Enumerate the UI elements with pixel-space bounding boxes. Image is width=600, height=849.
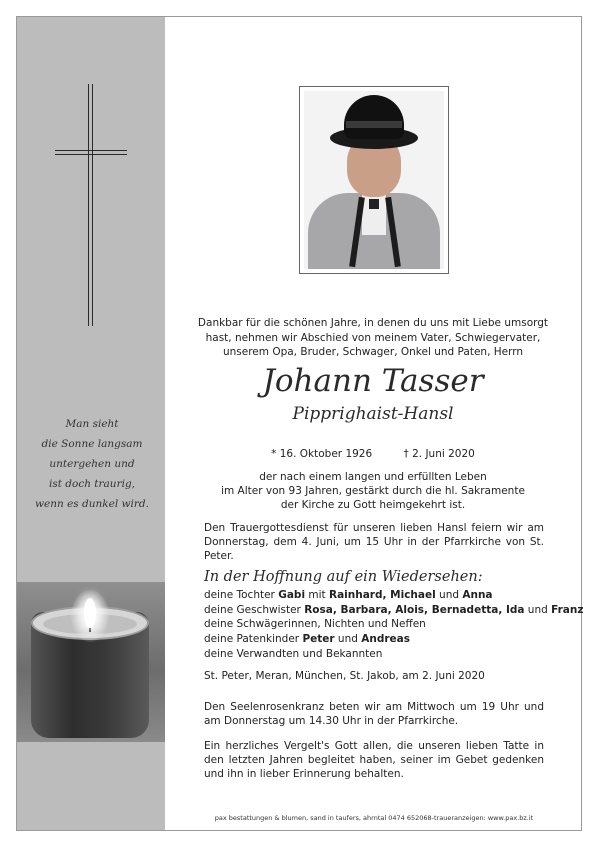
mourner-line: deine Geschwister Rosa, Barbara, Alois, Bernadetta, Ida und Franz <box>204 603 584 616</box>
thanks-text: Ein herzliches Vergelt's Gott allen, die unseren lieben Tatte in den letzten Jahren begleitet haben, seiner im Gebet gedenken und ihn in lieber Erinnerung behalten. <box>204 740 544 780</box>
portrait-photo <box>304 91 444 269</box>
death-date: † 2. Juni 2020 <box>403 448 475 460</box>
footer-credit: pax bestattungen & blumen, sand in taufers, ahrntal 0474 652068-traueranzeigen: www.pax.bz.it <box>214 814 534 822</box>
poem-line: wenn es dunkel wird. <box>35 498 149 510</box>
deceased-nickname: Pipprighaist-Hansl <box>292 404 454 424</box>
mourner-line: deine Patenkinder Peter und Andreas <box>204 633 411 646</box>
rosary-text: Den Seelenrosenkranz beten wir am Mittwoch um 19 Uhr und am Donnerstag um 14.30 Uhr in der Pfarrkirche. <box>204 701 544 727</box>
funeral-service-text: Den Trauergottesdienst für unseren lieben Hansl feiern wir am Donnerstag, dem 4. Juni, um 15 Uhr in der Pfarrkirche von St. Peter. <box>204 522 544 562</box>
poem-line: Man sieht <box>65 418 119 430</box>
life-dates <box>190 447 556 461</box>
mourner-line: deine Tochter Gabi mit Rainhard, Michael und Anna <box>204 589 493 601</box>
mourner-line: deine Schwägerinnen, Nichten und Neffen <box>204 618 426 631</box>
life-text: der nach einem langen und erfüllten Leben im Alter von 93 Jahren, gestärkt durch die hl. Sakramente der Kirche zu Gott heimgekehrt ist. <box>221 471 525 511</box>
poem-line: die Sonne langsam <box>41 438 143 450</box>
intro-text: Dankbar für die schönen Jahre, in denen du uns mit Liebe umsorgt hast, nehmen wir Abschied von meinem Vater, Schwiegervater, unserem Opa, Bruder, Schwager, Onkel und Paten, Herrn <box>197 317 549 358</box>
deceased-name: Johann Tasser <box>262 363 484 399</box>
poem <box>26 414 158 514</box>
place-date: St. Peter, Meran, München, St. Jakob, am 2. Juni 2020 <box>204 670 485 682</box>
mourner-line: deine Verwandten und Bekannten <box>204 647 383 660</box>
birth-date: * 16. Oktober 1926 <box>271 448 373 460</box>
poem-line: untergehen und <box>49 458 135 470</box>
candle-photo <box>17 582 165 742</box>
mourners-list <box>204 588 584 662</box>
poem-line: ist doch traurig, <box>48 478 136 490</box>
hope-heading: In der Hoffnung auf ein Wiedersehen: <box>204 569 483 585</box>
